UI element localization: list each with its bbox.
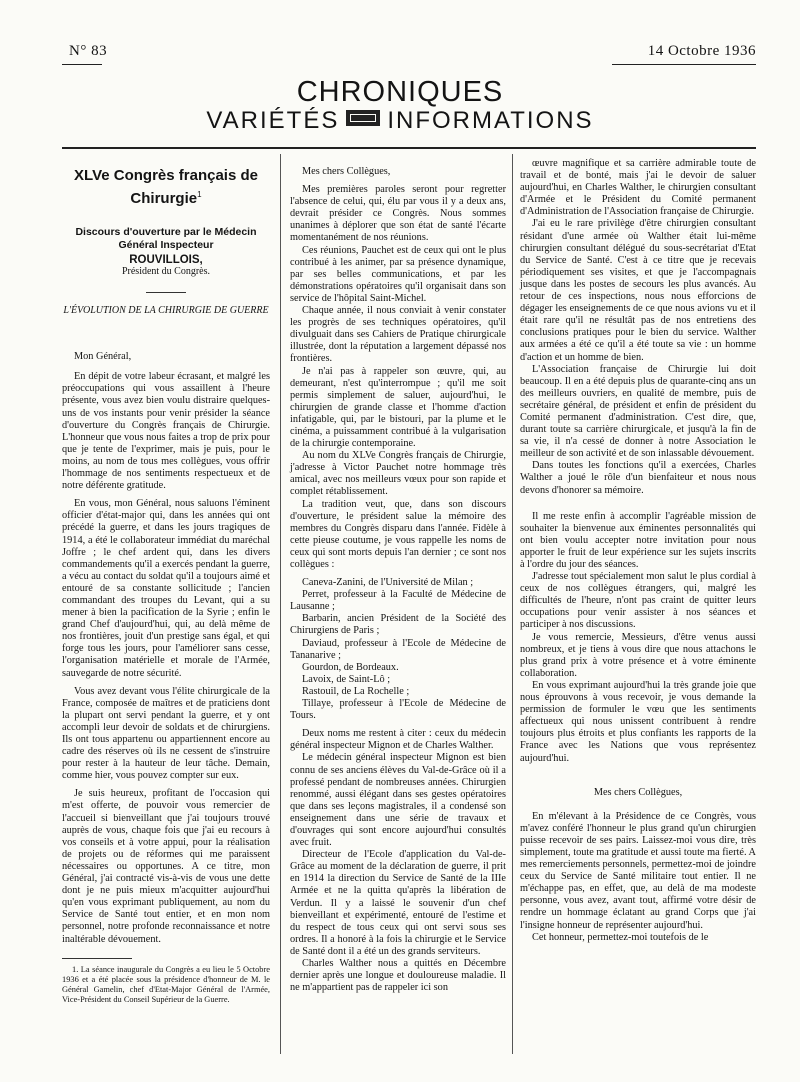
paragraph: J'ai eu le rare privilège d'être chirurgien consultant résidant d'une armée où Walther était lui-même chirurgien consultant délégué du sous-secrétariat d'Etat du Service de Santé. C'est à ce titre que je recevais périodiquement ses visites, et que je l'accompagnais jusque dans les postes de secours les plus avancés. Au retour de ces inspections, nous nous efforcions de dégager les enseignements de ce que nous avions vu et il était rare qu'il ne résultât pas de nos entretiens des conclusions pratiques pour le bien du service. Walther aux armées a été ce qu'il a été toute sa vie : un homme d'action et un homme de bien. [520,218,756,363]
paragraph: En m'élevant à la Présidence de ce Congrès, vous m'avez conféré l'honneur le plus grand qu'un chirurgien puisse recevoir de ses pairs. Laissez-moi vous dire, très simplement, toute ma gratitude et aussi toute ma fierté. A mes remerciements personnels, permettez-moi de joindre ceux du Service de Santé militaire tout entier. Il ne m'échappe pas, en effet, que, au delà de ma modeste personne, vous avez, avant tout, affirmé votre désir de rendre un hommage éclatant au grand Corps que j'ai l'insigne honneur de représenter aujourd'hui. [520,810,756,931]
deceased-list [290,577,506,722]
column-1 [62,158,270,1005]
deceased-item: Tillaye, professeur à l'Ecole de Médecine de Tours. [290,698,506,722]
deceased-item: Lavoix, de Saint-Lô ; [302,673,391,685]
column-divider-2 [512,154,513,1054]
paragraph: Je n'ai pas à rappeler son œuvre, qui, au demeurant, n'est qu'interrompue ; qu'il me soit permis simplement de saluer, aujourd'hui, le chirurgien de grande classe et l'homme d'action infatigable, qui, par le bistouri, par la plume et le cinéma, a puissamment contribué à la vulgarisation de la chirurgie contemporaine. [290,365,506,450]
column-3-body-b [520,811,756,944]
column-divider-1 [280,154,281,1054]
paragraph: En dépit de votre labeur écrasant, et malgré les préoccupations qui vous assaillent à l'heure présente, vous avez bien voulu distraire quelques-uns de vos instants pour venir présider la séance d'ouverture du Congrès français de Chirurgie. L'honneur que vous nous faites a trop de prix pour que je tente de l'exprimer, mais je puis, pour le moins, au nom de tous mes collègues, vous offrir l'hommage de nos sentiments respectueux et de notre déférente gratitude. [62,371,270,492]
column-3 [520,158,756,944]
paragraph: Vous avez devant vous l'élite chirurgicale de la France, composée de maîtres et de praticiens dont la plupart ont servi pendant la guerre, et y ont accompli leur devoir de soldats et de chirurgiens. Ils ont tous appartenu ou appartiennent encore au cadre des réserves où ils ne cessent de s'instruire pour rester à la hauteur de leur tâche. Demain, comme hier, vous pouvez compter sur eux. [62,685,270,782]
ornament-icon [346,110,380,126]
paragraph: œuvre magnifique et sa carrière admirable toute de travail et de bonté, mais j'ai le devoir de saluer aujourd'hui, en Charles Walther, le chirurgien consultant d'Armée et le Président du Comité permanent d'Administration de l'Association française de Chirurgie. [520,158,756,218]
title-rule [62,147,756,149]
deceased-item: Rastouil, de La Rochelle ; [302,685,410,697]
paragraph: En vous exprimant aujourd'hui la très grande joie que nous éprouvons à vous recevoir, je vous demande la permission de formuler le vœu que les sentiments affectueux qui nous unissent contribuent à rendre toujours plus étroits et plus confiants les rapports de la France avec les Nations que vous représentez aujourd'hui. [520,679,756,764]
paragraph: Au nom du XLVe Congrès français de Chirurgie, j'adresse à Victor Pauchet notre hommage très amical, avec nos meilleurs vœux pour son rapide et complet rétablissement. [290,450,506,498]
section-title: CHRONIQUES [296,76,504,108]
discours-heading: Discours d'ouverture par le Médecin Général Inspecteur [75,226,257,251]
informations-label: INFORMATIONS [387,107,594,134]
header-rule-right [612,64,756,65]
paragraph: Mes premières paroles seront pour regretter l'absence de celui, qui, élu par vous il y a deux ans, devrait présider ce Congrès. Nous sommes unanimes à déplorer que son état de santé l'écarte momentanément de nos réunions. [290,184,506,244]
deceased-item: Caneva-Zanini, de l'Université de Milan ; [302,577,474,589]
speaker-name: ROUVILLOIS, [129,254,203,266]
paragraph: Le médecin général inspecteur Mignon est bien connu de ses anciens élèves du Val-de-Grâce où il a professé pendant de nombreuses années. Chirurgien renommé, aussi élégant dans ses gestes opératoires que dans ses leçons magistrales, il a condensé son enseignement dans une série de travaux et d'ouvrages qui sont encore aujourd'hui consultés avec fruit. [290,752,506,849]
paragraph: La tradition veut, que, dans son discours d'ouverture, le président salue la mémoire des membres du Congrès disparu dans l'année. Fidèle à cette pieuse coutume, je vous rappelle les noms de ceux qui sont morts depuis l'an dernier ; ce sont nos collègues : [290,498,506,570]
paragraph: Cet honneur, permettez-moi toutefois de le [532,931,709,943]
paragraph: Ces réunions, Pauchet est de ceux qui ont le plus contribué à les animer, par sa présence dynamique, par ses belles communications, et par les démonstrations opératoires qu'il organisait dans son service de l'hôpital Saint-Michel. [290,244,506,304]
column-1-body [62,371,270,945]
col3-salutation: Mes chers Collègues, [593,786,683,798]
footnote: 1. La séance inaugurale du Congrès a eu lieu le 5 Octobre 1936 et a été placée sous la présidence d'honneur de M. le Général Gamelin, chef d'Etat-Major Général de l'Armée, Vice-Président du Conseil Supérieur de la Guerre. [62,964,270,1004]
footnote-ref: 1 [197,190,202,199]
separator [146,292,186,293]
salutation: Mon Général, [74,351,132,363]
paragraph: Directeur de l'Ecole d'application du Val-de-Grâce au moment de la déclaration de guerre, il prit en 1914 la direction du Service de Santé de la IIIe Armée et ne la quitta qu'après la libération de Verdun. Il y a laissé le souvenir d'un chef bienveillant et expérimenté, entouré de l'estime et du respect de tous ceux qui ont servi sous ses ordres. Il a honoré à la fois la chirurgie et le Service de Santé dont il a été un des grands serviteurs. [290,849,506,957]
issue-number: N° 83 [69,43,108,59]
column-2-body [290,184,506,571]
column-2-body-b [290,728,506,994]
col2-salutation: Mes chers Collègues, [302,166,391,177]
deceased-item: Gourdon, de Bordeaux. [302,661,399,673]
column-3-body [520,158,756,765]
section-subtitle [0,107,800,135]
speaker-role: Président du Congrès. [121,266,211,278]
paragraph: En vous, mon Général, nous saluons l'éminent officier d'état-major qui, dans les années qui ont précédé la guerre, et dans les jours tragiques de 1914, a été le collaborateur immédiat du maréchal Joffre ; le chef ardent qui, dans les divers commandements qu'il a exercés pendant la guerre, a vécu au contact du soldat qu'il a toujours aimé et entouré de sa constante sollicitude ; l'ancien commandant des troupes du Levant, qui a su mener à bien la pacification de la Syrie ; enfin le grand Chef d'aujourd'hui, qui, au delà même de nos frontières, jouit d'un prestige sans égal, et qui forge tous les jours, pour l'améliorer sans cesse, l'organisation matérielle et morale de l'Armée, sauvegarde de notre sécurité. [62,498,270,679]
paragraph: Il me reste enfin à accomplir l'agréable mission de souhaiter la bienvenue aux éminentes personnalités qui ont bien voulu accepter notre invitation pour nous apporter le fruit de leur expérience sur les sujets inscrits à l'ordre du jour des séances. [520,510,756,570]
paragraph: Chaque année, il nous conviait à venir constater les progrès de ses techniques opératoires, qu'il divulguait dans ses Cahiers de Pratique chirurgicale illustrée, dont la réputation a largement dépassé nos frontières. [290,305,506,365]
article-subtitle: L'ÉVOLUTION DE LA CHIRURGIE DE GUERRE [63,305,269,317]
varietes-label: VARIÉTÉS [206,107,340,134]
column-2 [290,158,506,994]
issue-date: 14 Octobre 1936 [647,43,756,59]
paragraph: Deux noms me restent à citer : ceux du médecin général inspecteur Mignon et de Charles Walther. [290,728,506,752]
paragraph: J'adresse tout spécialement mon salut le plus cordial à ceux de nos collègues étrangers, qui, malgré les difficultés de l'heure, n'ont pas craint de quitter leurs occupations pour venir assister à nos séances et participer à nos discussions. [520,571,756,631]
paragraph: Je suis heureux, profitant de l'occasion qui m'est offerte, de pouvoir vous remercier de l'accueil si bienveillant que j'ai toujours trouvé auprès de vous, chaque fois que j'ai eu recours à vos conseils et à votre appui, pour la réalisation de projets ou de réformes qui me paraissent nécessaires ou opportunes. A ce titre, mon Général, j'ai contracté vis-à-vis de vous une dette dont je ne puis mieux m'acquitter aujourd'hui qu'en vous exprimant publiquement, au nom du Service de Santé tout entier, et en mon nom personnel, notre profonde reconnaissance et notre inaltérable dévouement. [62,788,270,945]
footnote-rule [62,958,132,959]
paragraph: Charles Walther nous a quittés en Décembre dernier après une longue et douloureuse maladie. Il ne m'appartient pas de rappeler ici son [290,958,506,994]
paragraph: Je vous remercie, Messieurs, d'être venus aussi nombreux, et je tiens à vous dire que nous attachons le plus grand prix à votre présence et à votre éminente collaboration. [520,631,756,679]
deceased-item: Perret, professeur à la Faculté de Médecine de Lausanne ; [290,589,506,613]
paragraph: Dans toutes les fonctions qu'il a exercées, Charles Walther a joué le rôle d'un bienfaiteur et nous nous devons d'honorer sa mémoire. [520,460,756,496]
paragraph: L'Association française de Chirurgie lui doit beaucoup. Il en a été depuis plus de quarante-cinq ans un des meilleurs ouvriers, en qualité de membre, puis de secrétaire général, de président et enfin de président du Comité permanent d'administration. C'est dire, que, durant toute sa carrière chirurgicale, et jusqu'à la fin de sa vie, il n'a cessé de donner à notre Association le meilleur de son activité et de son inlassable dévouement. [520,363,756,460]
congress-title: XLVe Congrès français de Chirurgie$^1$ [74,167,258,207]
deceased-item: Barbarin, ancien Président de la Société des Chirurgiens de Paris ; [290,613,506,637]
header-rule-left [62,64,102,65]
deceased-item: Daviaud, professeur à l'Ecole de Médecine de Tananarive ; [290,637,506,661]
